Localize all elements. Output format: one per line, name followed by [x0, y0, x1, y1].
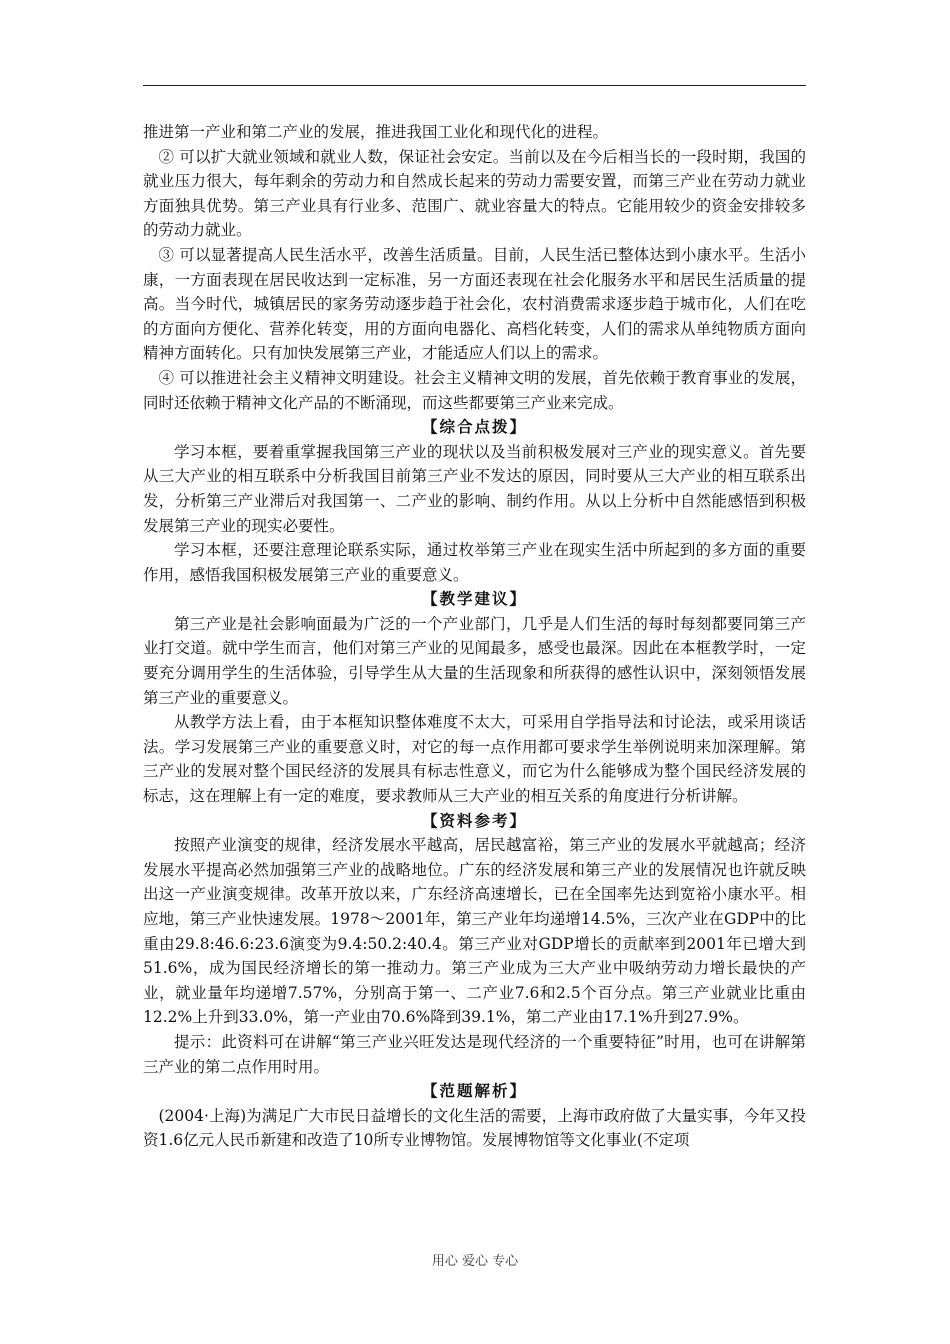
body-paragraph: 学习本框，要着重掌握我国第三产业的现状以及当前积极发展对三产业的现实意义。首先要从三大产业的相互联系中分析我国目前第三产业不发达的原因，同时要从三大产业的相互联系出发，分析第三产业滞后对我国第一、二产业的影响、制约作用。从以上分析中自然能感悟到积极发展第三产业的现实必要性。: [143, 442, 806, 535]
header-rule: [143, 85, 806, 86]
body-paragraph: ③ 可以显著提高人民生活水平，改善生活质量。目前，人民生活已整体达到小康水平。生活小康，一方面表现在居民收达到一定标准，另一方面还表现在社会化服务水平和居民生活质量的提高。当今时代，城镇居民的家务劳动逐步趋于社会化，农村消费需求逐步趋于城市化，人们在吃的方面向方便化、营养化转变，用的方面向电器化、高档化转变，人们的需求从单纯物质方面向精神方面转化。只有加快发展第三产业，才能适应人们以上的需求。: [143, 245, 806, 363]
document-body: [143, 120, 806, 1153]
section-heading: 【教学建议】: [421, 589, 527, 609]
body-paragraph: 按照产业演变的规律，经济发展水平越高，居民越富裕，第三产业的发展水平就越高；经济发展水平提高必然加强第三产业的战略地位。广东的经济发展和第三产业的发展情况也许就反映出这一产业演变规律。改革开放以来，广东经济高速增长，已在全国率先达到宽裕小康水平。相应地，第三产业快速发展。1978～2001年，第三产业年均递增14.5%，三次产业在GDP中的比重由29.8:46.6:23.6演变为9.4:50.2:40.4。第三产业对GDP增长的贡献率到2001年已增大到51.6%，成为国民经济增长的第一推动力。第三产业成为三大产业中吸纳劳动力增长最快的产业，就业量年均递增7.57%，分别高于第一、二产业7.6和2.5个百分点。第三产业就业比重由12.2%上升到33.0%，第一产业由70.6%降到39.1%，第二产业由17.1%升到27.9%。: [143, 836, 806, 1027]
body-paragraph: ② 可以扩大就业领域和就业人数，保证社会安定。当前以及在今后相当长的一段时期，我国的就业压力很大，每年剩余的劳动力和自然成长起来的劳动力需要安置，而第三产业在劳动力就业方面独具优势。第三产业具有行业多、范围广、就业容量大的特点。它能用较少的资金安排较多的劳动力就业。: [143, 147, 806, 240]
body-paragraph: 从教学方法上看，由于本框知识整体难度不太大，可采用自学指导法和讨论法，或采用谈话法。学习发展第三产业的重要意义时，对它的每一点作用都可要求学生举例说明来加深理解。第三产业的发展对整个国民经济的发展具有标志性意义，而它为什么能够成为整个国民经济发展的标志，这在理解上有一定的难度，要求教师从三大产业的相互关系的角度进行分析讲解。: [143, 713, 806, 806]
section-heading: 【资料参考】: [421, 810, 527, 830]
body-paragraph: ④ 可以推进社会主义精神文明建设。社会主义精神文明的发展，首先依赖于教育事业的发展，同时还依赖于精神文化产品的不断涌现，而这些都要第三产业来完成。: [143, 368, 806, 412]
section-heading: 【综合点拨】: [421, 417, 527, 437]
page-footer: 用心 爱心 专心: [431, 1254, 519, 1269]
body-paragraph: (2004·上海)为满足广大市民日益增长的文化生活的需要，上海市政府做了大量实事，今年又投资1.6亿元人民币新建和改造了10所专业博物馆。发展博物馆等文化事业(不定项: [143, 1106, 806, 1150]
body-paragraph: 学习本框，还要注意理论联系实际，通过枚举第三产业在现实生活中所起到的多方面的重要作用，感悟我国积极发展第三产业的重要意义。: [143, 541, 806, 584]
section-heading: 【范题解析】: [421, 1081, 527, 1101]
body-paragraph: 提示：此资料可在讲解“第三产业兴旺发达是现代经济的一个重要特征”时用，也可在讲解第三产业的第二点作用时用。: [143, 1032, 806, 1076]
body-paragraph: 第三产业是社会影响面最为广泛的一个产业部门，几乎是人们生活的每时每刻都要同第三产业打交道。就中学生而言，他们对第三产业的见闻最多，感受也最深。因此在本框教学时，一定要充分调用学生的生活体验，引导学生从大量的生活现象和所获得的感性认识中，深刻领悟发展第三产业的重要意义。: [143, 614, 806, 707]
body-paragraph: 推进第一产业和第二产业的发展，推进我国工业化和现代化的进程。: [143, 123, 609, 141]
